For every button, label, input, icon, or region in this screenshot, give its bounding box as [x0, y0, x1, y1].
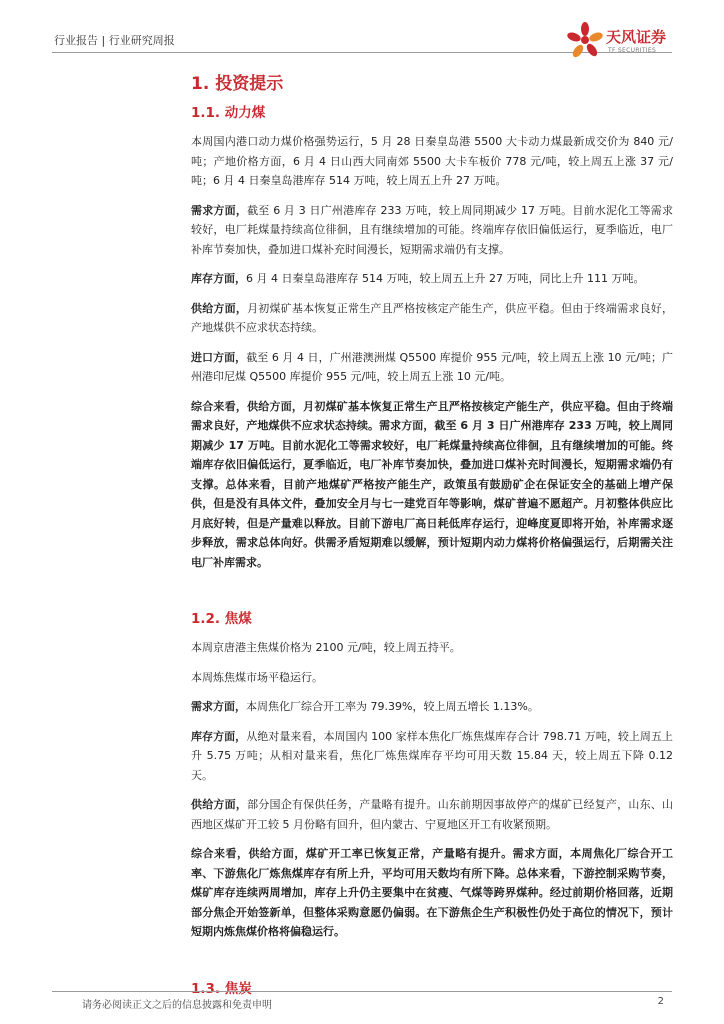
subsection-title-coke: 1.3. 焦炭	[191, 980, 252, 997]
paragraph: 需求方面，本周焦化厂综合开工率为 79.39%，较上周五增长 1.13%。	[191, 700, 539, 713]
logo-name-en: TF SECURITIES	[608, 47, 657, 54]
summary-paragraph: 综合来看，供给方面，煤矿开工率已恢复正常，产量略有提升。需求方面，本周焦化厂综合开工率、下游焦化厂炼焦煤库存有所上升，平均可用天数均有所下降。总体来看，下游控制采购节奏，煤矿库存连续两周增加，库存上升仍主要集中在贫瘦、气煤等跨界煤种。经过前期价格回落，近期部分焦企开始签新单，但整体采购意愿仍偏弱。在下游焦企生产积极性仍处于高位的情况下，预计短期内炼焦煤价格将偏稳运行。	[191, 847, 673, 938]
page-number: 2	[657, 996, 664, 1007]
paragraph: 进口方面，截至 6 月 4 日，广州港澳洲煤 Q5500 库提价 955 元/吨，较上周五上涨 10 元/吨；广州港印尼煤 Q5500 库提价 955 元/吨，较上周五上涨 10 元/吨。	[191, 350, 673, 383]
paragraph: 库存方面，6 月 4 日秦皇岛港库存 514 万吨，较上周五上升 27 万吨，同比上升 111 万吨。	[191, 272, 645, 285]
paragraph: 本周国内港口动力煤价格强势运行，5 月 28 日秦皇岛港 5500 大卡动力煤最新成交价为 840 元/吨；产地价格方面，6 月 4 日山西大同南郊 5500 大卡车板价 778 元/吨，较上周五上涨 37 元/吨；6 月 4 日秦皇岛港库存 514 万吨，较上周五上升 27 万吨。	[191, 135, 673, 187]
summary-paragraph: 综合来看，供给方面，月初煤矿基本恢复正常生产且严格按核定产能生产，供应平稳。但由于终端需求良好，产地煤供不应求状态持续。需求方面，截至 6 月 3 日广州港库存 233 万吨，较上周同期减少 17 万吨。目前水泥化工等需求较好，电厂耗煤量持续高位徘徊，且有继续增加的可能。终端库存依旧偏低运行，夏季临近，电厂补库节奏加快，叠加进口煤补充时间漫长，短期需求端仍有支撑。总体来看，目前产地煤矿严格按产能生产，政策虽有鼓励矿企在保证安全的基础上增产保供，但是没有具体文件，叠加安全月与七一建党百年等影响，煤矿普遍不愿超产。月初整体供应比月底好转，但是产量难以释放。目前下游电厂高日耗低库存运行，迎峰度夏即将开始，补库需求逐步释放，需求总体向好。供需矛盾短期难以缓解，预计短期内动力煤将价格偏强运行，后期需关注电厂补库需求。	[191, 399, 673, 569]
paragraph: 本周炼焦煤市场平稳运行。	[191, 670, 323, 684]
paragraph: 本周京唐港主焦煤价格为 2100 元/吨，较上周五持平。	[191, 641, 461, 654]
company-logo	[566, 20, 676, 60]
disclaimer-note: 请务必阅读正文之后的信息披露和免责申明	[82, 1000, 272, 1011]
paragraph: 供给方面，月初煤矿基本恢复正常生产且严格按核定产能生产，供应平稳。但由于终端需求良好，产地煤供不应求状态持续。	[191, 301, 674, 334]
report-type-label: 行业报告 | 行业研究周报	[54, 34, 175, 47]
logo-name-cn: 天风证券	[606, 28, 667, 46]
paragraph: 需求方面，截至 6 月 3 日广州港库存 233 万吨，较上周同期减少 17 万吨。目前水泥化工等需求较好，电厂耗煤量持续高位徘徊，且有继续增加的可能。终端库存依旧偏低运行，夏季临近，电厂补库节奏加快，叠加进口煤补充时间漫长，短期需求端仍有支撑。	[191, 203, 674, 256]
section-title-investment-tips: 1. 投资提示	[191, 74, 284, 94]
footer-divider	[52, 991, 672, 992]
main-content	[191, 68, 673, 1008]
paragraph: 供给方面，部分国企有保供任务，产量略有提升。山东前期因事故停产的煤矿已经复产，山东、山西地区煤矿开工较 5 月份略有回升，但内蒙古、宁夏地区开工有收紧预期。	[191, 798, 674, 831]
paragraph: 库存方面，从绝对量来看，本周国内 100 家样本焦化厂炼焦煤库存合计 798.71 万吨，较上周五上升 5.75 万吨；从相对量来看，焦化厂炼焦煤库存平均可用天数 15.84 天，较上周五下降 0.12 天。	[191, 729, 674, 782]
subsection-title-thermal-coal: 1.1. 动力煤	[191, 105, 266, 121]
subsection-title-coking-coal: 1.2. 焦煤	[191, 611, 252, 627]
logo-petal-icon	[566, 20, 604, 58]
